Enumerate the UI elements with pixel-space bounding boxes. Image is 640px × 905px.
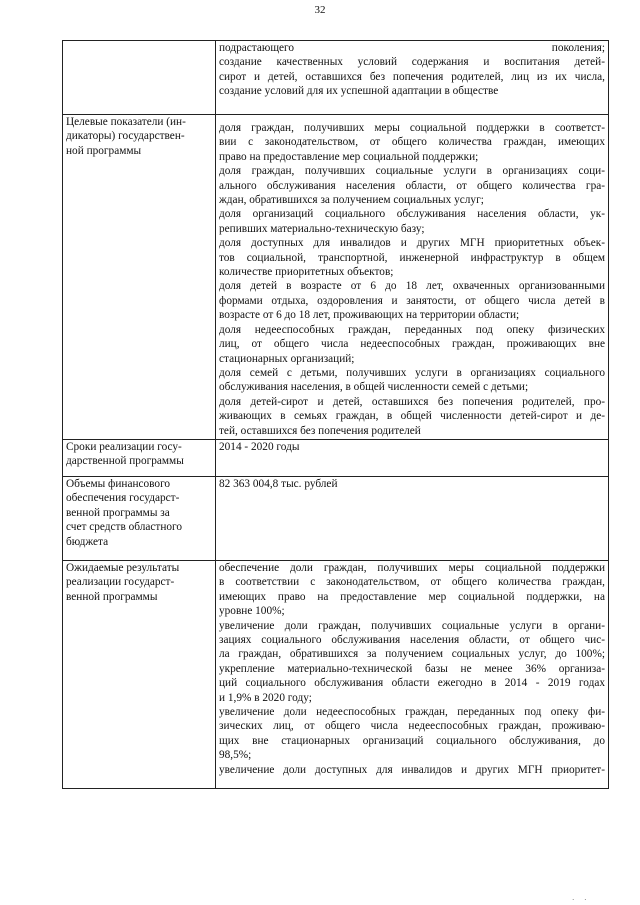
content-line: количестве приоритетных объектов; [219,266,394,279]
content-line: доля детей-сирот и детей, оставшихся без попечения родителей, про- [219,395,605,408]
label-line: дарственной программы [66,455,184,468]
label-line: венной программы [66,590,158,603]
row-label-cell [63,476,216,560]
content-line: ла граждан, обратившихся за получением социальных услуг, до 100%; [219,648,605,661]
content-line: увеличение доли недееспособных граждан, переданных под опеку фи- [219,706,605,718]
content-line: ждан, обратившихся за получением социальных услуг; [219,194,484,207]
content-line: доля доступных для инвалидов и других МГН приоритетных объек- [219,237,605,250]
table-row-financing-volume [63,476,609,560]
content-line: ций социального обслуживания области ежегодно в 2014 - 2019 годах [219,677,605,690]
row-label-cell [63,115,216,440]
content-line: доля детей в возрасте от 6 до 18 лет, охваченных организованными [219,280,605,293]
scan-corner-marks: · · [572,896,591,904]
content-line: доля недееспособных граждан, переданных под опеку физических [219,323,605,336]
content-line: 82 363 004,8 тыс. рублей [219,477,338,490]
content-line: зических лиц, от общего числа недееспособных граждан, проживаю- [219,720,605,733]
label-line: венной программы за [66,506,170,519]
row-content-cell [216,439,609,476]
content-line: 98,5%; [219,749,252,762]
content-line: ального обслуживания населения области, от общего количества гра- [219,179,605,192]
label-line: счет средств областного [66,521,183,534]
content-line: создание качественных условий содержания и воспитания детей- [219,56,605,69]
content-line: право на предоставление мер социальной поддержки; [219,150,479,163]
row-content-cell [216,115,609,440]
row-label-cell [63,560,216,788]
content-line: живающих в семьях граждан, в общей численности детей-сирот и де- [219,410,605,423]
content-line: и 1,9% в 2020 году; [219,691,312,704]
table-row-expected-results [63,560,609,788]
label-line: Ожидаемые результаты [66,561,180,574]
content-line: доля граждан, получивших социальные услуги в организациях соци- [219,165,605,178]
content-line: сирот и детей, оставшихся без попечения родителей, лиц из их числа, [219,70,605,83]
label-line: Сроки реализации госу- [66,440,182,453]
content-line: в соответствии с законодательством, от общего количества граждан, [219,576,605,589]
content-line: 2014 - 2020 годы [219,440,300,453]
content-line: зациях социального обслуживания населения области, от общего чис- [219,633,605,646]
content-line: доля организаций социального обслуживания населения области, ук- [219,208,605,221]
row-content-cell [216,560,609,788]
content-line: тей, оставшихся без попечения родителей [219,424,421,437]
table-row-goals-continuation [63,41,609,115]
table-row-target-indicators [63,115,609,440]
content-line: тов социальной, транспортной, инженерной инфраструктур в общем [219,251,605,264]
content-line: вии с законодательством, от общего количества граждан, имеющих [219,136,605,149]
row-label-cell [63,41,216,115]
content-line: увеличение доли доступных для инвалидов и других МГН приоритет- [219,763,605,776]
content-line: создание условий для их успешной адаптации в обществе [219,85,499,98]
label-line: Объемы финансового [66,477,171,490]
label-line: обеспечения государст- [66,492,180,505]
row-content-cell [216,41,609,115]
content-line: стационарных организаций; [219,352,355,365]
table-row-implementation-terms [63,439,609,476]
page-number: 32 [314,4,326,16]
content-line: репивших материально-техническую базу; [219,222,425,235]
content-line: имеющих право на предоставление мер социальной поддержки, на [219,590,605,603]
content-line: формами отдыха, оздоровления и занятости, от общего числа детей в [219,294,605,307]
content-line: доля граждан, получивших меры социальной поддержки в соответст- [219,122,605,134]
content-line: возрасте от 6 до 18 лет, проживающих на территории области; [219,309,520,322]
content-line: укрепление материально-технической базы не менее 36% организа- [219,662,605,675]
content-line: обеспечение доли граждан, получивших меры социальной поддержки [219,561,605,574]
row-content-cell [216,476,609,560]
content-line: уровне 100%; [219,605,285,618]
program-passport-table [62,40,609,789]
content-line: щих вне стационарных организаций социального обслуживания, до [219,734,605,747]
label-line: реализации государст- [66,576,175,589]
label-line: ной программы [66,144,142,157]
content-line: доля семей с детьми, получивших услуги в организациях социального [219,366,605,379]
label-line: бюджета [66,535,109,548]
content-line: лиц, от общего числа недееспособных граждан, проживающих вне [219,338,605,351]
content-line: увеличение доли граждан, получивших социальные услуги в органи- [219,619,605,632]
content-line: обслуживания населения, в общей численности семей с детьми; [219,381,529,394]
content-line: подрастающего поколения; [219,42,605,54]
label-line: Целевые показатели (ин- [66,116,186,128]
label-line: дикаторы) государствен- [66,130,185,143]
row-label-cell [63,439,216,476]
